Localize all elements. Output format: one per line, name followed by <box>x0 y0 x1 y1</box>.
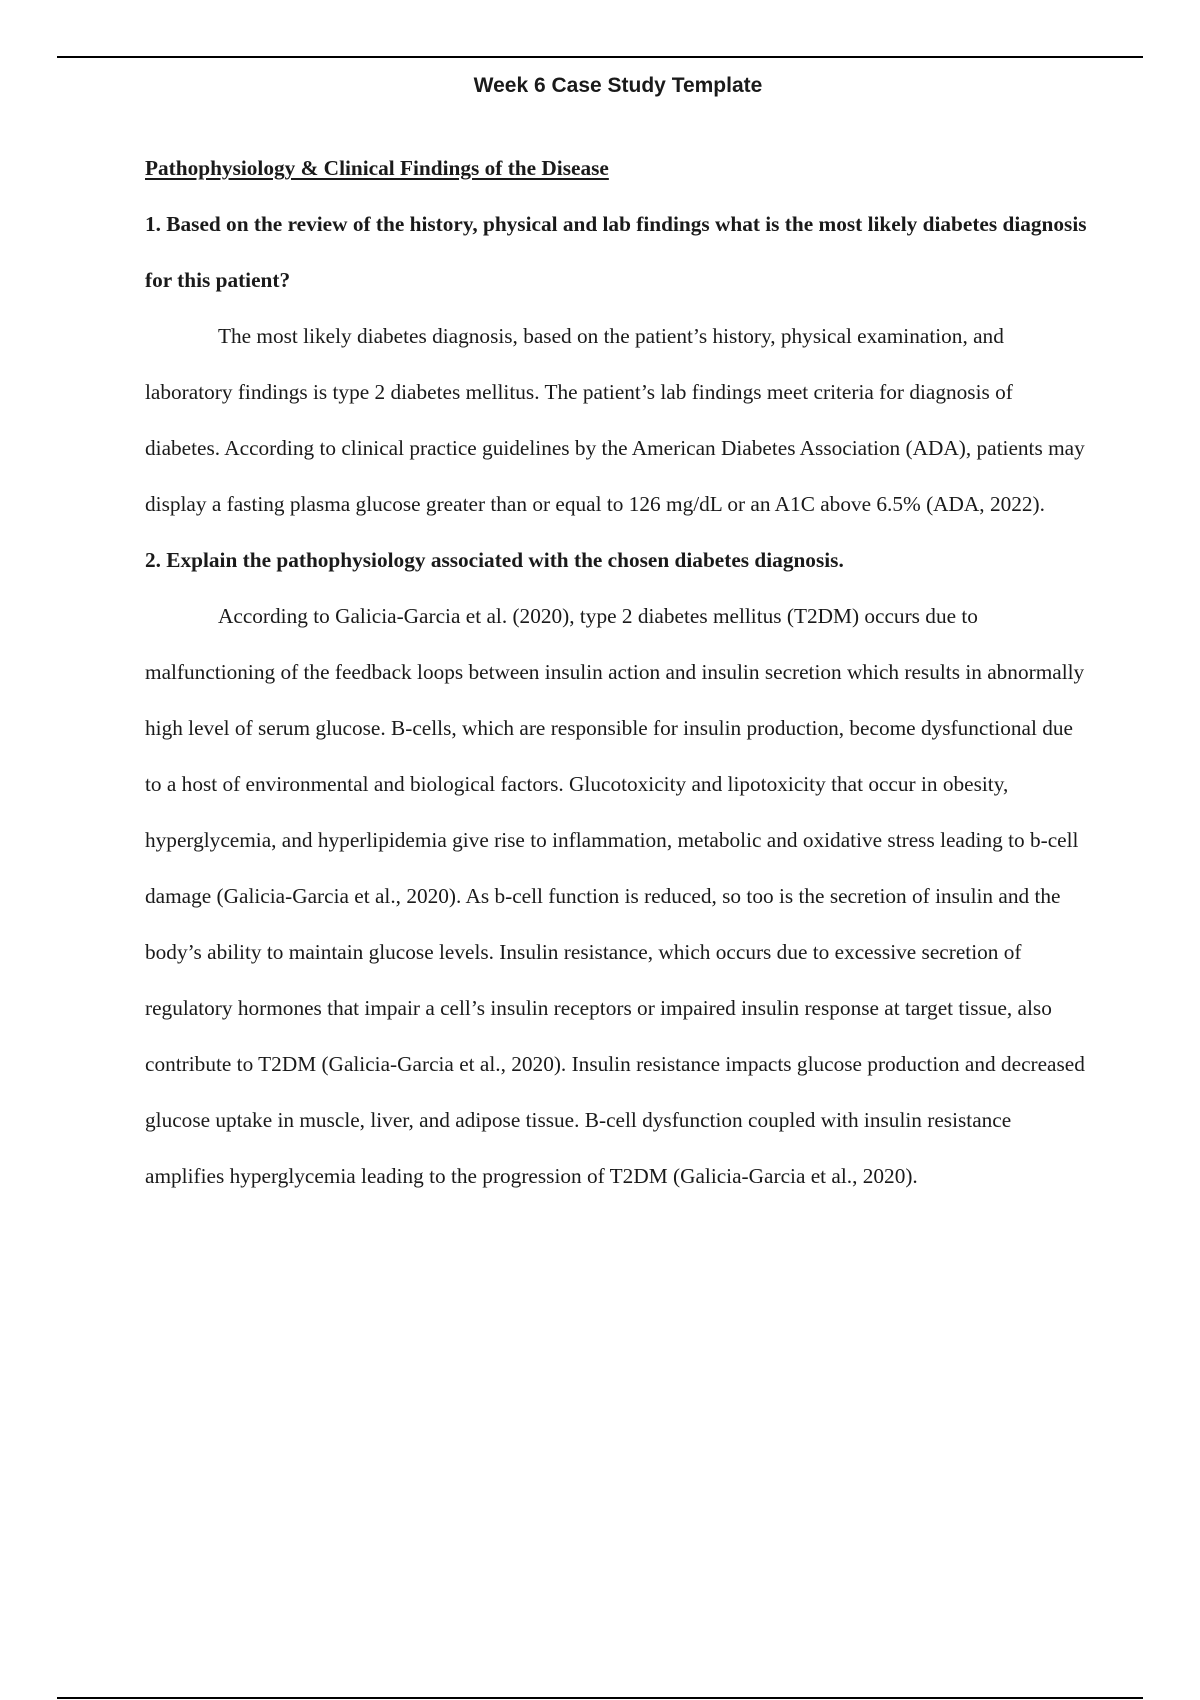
header-rule <box>57 56 1143 58</box>
footer-rule <box>57 1697 1143 1699</box>
question-2: 2. Explain the pathophysiology associated with the chosen diabetes diagnosis. <box>145 548 844 572</box>
document-title: Week 6 Case Study Template <box>473 74 763 97</box>
section-heading: Pathophysiology & Clinical Findings of the Disease <box>145 156 609 180</box>
document-body <box>145 140 1090 1204</box>
question-1: 1. Based on the review of the history, physical and lab findings what is the most likely diabetes diagnosis for this patient? <box>145 212 1087 292</box>
answer-1: The most likely diabetes diagnosis, based on the patient’s history, physical examination, and laboratory findings is type 2 diabetes mellitus. The patient’s lab findings meet criteria for diagnosis of diabetes. According to clinical practice guidelines by the American Diabetes Association (ADA), patients may display a fasting plasma glucose greater than or equal to 126 mg/dL or an A1C above 6.5% (ADA, 2022). <box>145 324 1085 516</box>
answer-2: According to Galicia-Garcia et al. (2020), type 2 diabetes mellitus (T2DM) occurs due to malfunctioning of the feedback loops between insulin action and insulin secretion which results in abnormally high level of serum glucose. B-cells, which are responsible for insulin production, become dysfunctional due to a host of environmental and biological factors. Glucotoxicity and lipotoxicity that occur in obesity, hyperglycemia, and hyperlipidemia give rise to inflammation, metabolic and oxidative stress leading to b-cell damage (Galicia-Garcia et al., 2020). As b-cell function is reduced, so too is the secretion of insulin and the body’s ability to maintain glucose levels. Insulin resistance, which occurs due to excessive secretion of regulatory hormones that impair a cell’s insulin receptors or impaired insulin response at target tissue, also contribute to T2DM (Galicia-Garcia et al., 2020). Insulin resistance impacts glucose production and decreased glucose uptake in muscle, liver, and adipose tissue. B-cell dysfunction coupled with insulin resistance amplifies hyperglycemia leading to the progression of T2DM (Galicia-Garcia et al., 2020). <box>145 604 1085 1188</box>
